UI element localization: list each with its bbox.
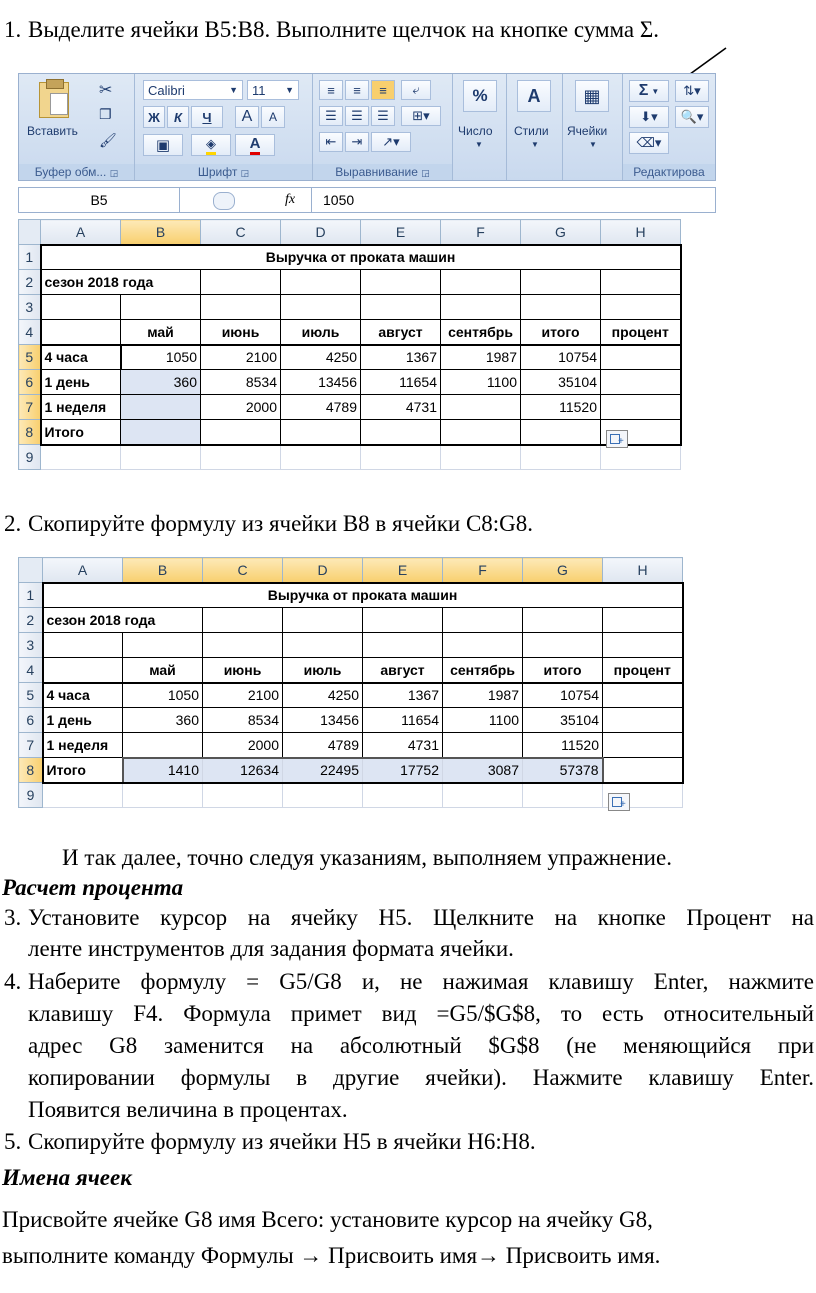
percent-icon[interactable]: % (463, 80, 497, 112)
step2-text: Скопируйте формулу из ячейки B8 в ячейки C8:G8. (28, 511, 534, 536)
step4-line1: Наберите формулу = G5/G8 и, не нажимая клавишу Enter, нажмите (28, 969, 814, 994)
cell[interactable] (123, 733, 203, 758)
cell[interactable] (601, 345, 681, 370)
cell[interactable] (283, 608, 363, 633)
cell[interactable] (281, 445, 361, 470)
cell[interactable]: 10754 (523, 683, 603, 708)
paste-options-icon[interactable]: + (606, 430, 628, 448)
step4-line3: адрес G8 заменится на абсолютный $G$8 (не меняющийся при (28, 1033, 814, 1058)
cell[interactable] (601, 445, 681, 470)
column-header[interactable]: G (521, 220, 601, 245)
number-button[interactable]: Число (458, 124, 493, 138)
header-cell[interactable]: итого (521, 320, 601, 345)
cell[interactable] (601, 295, 681, 320)
cell[interactable] (441, 445, 521, 470)
orientation-icon[interactable]: ↗▾ (371, 132, 411, 152)
cell[interactable] (441, 420, 521, 445)
header-cell[interactable]: сентябрь (441, 320, 521, 345)
italic-button[interactable]: К (167, 106, 189, 128)
cell[interactable] (361, 445, 441, 470)
cell[interactable]: 4789 (281, 395, 361, 420)
row-header[interactable]: 1 (19, 583, 43, 608)
cell[interactable] (203, 608, 283, 633)
paste-button[interactable]: Вставить (27, 124, 78, 138)
cell[interactable] (281, 270, 361, 295)
bold-button[interactable]: Ж (143, 106, 165, 128)
paste-options-icon[interactable]: + (608, 793, 630, 811)
row-header[interactable]: 4 (19, 320, 41, 345)
spreadsheet-2 (18, 557, 684, 808)
format-painter-icon[interactable]: 🖌 (99, 132, 117, 148)
cell[interactable]: 1100 (443, 708, 523, 733)
cell[interactable] (363, 633, 443, 658)
scroll-handle-icon[interactable] (213, 192, 235, 210)
selected-cell[interactable]: 22495 (283, 758, 363, 783)
header-cell[interactable]: процент (601, 320, 681, 345)
align-bottom-icon[interactable]: ≡ (371, 80, 395, 100)
chevron-down-icon: ▼ (229, 85, 238, 95)
cell[interactable] (121, 295, 201, 320)
column-header[interactable]: C (201, 220, 281, 245)
cell[interactable] (363, 783, 443, 808)
fill-color-button[interactable] (191, 134, 231, 156)
header-cell[interactable]: сентябрь (443, 658, 523, 683)
cell[interactable]: 4250 (281, 345, 361, 370)
column-header[interactable]: F (441, 220, 521, 245)
column-header[interactable]: G (523, 558, 603, 583)
cell[interactable] (41, 295, 121, 320)
step3-line2: ленте инструментов для задания формата ячейки. (28, 936, 514, 961)
row-header[interactable]: 2 (19, 608, 43, 633)
cell[interactable]: 35104 (523, 708, 603, 733)
cell[interactable] (361, 420, 441, 445)
name-box[interactable]: B5 (19, 188, 180, 212)
cell[interactable]: 2000 (203, 733, 283, 758)
header-cell[interactable]: май (121, 320, 201, 345)
row-header[interactable]: 9 (19, 445, 41, 470)
cell[interactable] (203, 783, 283, 808)
cell[interactable] (601, 270, 681, 295)
editing-group (623, 74, 715, 180)
row-header[interactable]: 7 (19, 733, 43, 758)
row-header[interactable]: 5 (19, 683, 43, 708)
cell[interactable] (201, 270, 281, 295)
font-color-button[interactable]: A (235, 134, 275, 156)
row-header[interactable]: 5 (19, 345, 41, 370)
cell[interactable]: 11654 (361, 370, 441, 395)
increase-indent-icon[interactable]: ⇥ (345, 132, 369, 152)
cell[interactable] (283, 783, 363, 808)
cells-group (563, 74, 623, 180)
ribbon (18, 73, 716, 181)
cell[interactable] (41, 320, 121, 345)
chevron-down-icon: ▼ (285, 85, 294, 95)
spreadsheet-1 (18, 219, 682, 470)
styles-icon[interactable]: A (517, 80, 551, 112)
cell[interactable] (521, 445, 601, 470)
editing-group-label: Редактирова (623, 164, 715, 180)
step5-number: 5. (4, 1129, 22, 1154)
find-icon[interactable]: 🔍▾ (675, 106, 709, 128)
cell[interactable]: 2000 (201, 395, 281, 420)
row-header[interactable]: 6 (19, 370, 41, 395)
cell[interactable] (281, 420, 361, 445)
cell[interactable]: 11654 (363, 708, 443, 733)
selected-cell[interactable] (121, 420, 201, 445)
cell[interactable]: 4250 (283, 683, 363, 708)
font-size-select[interactable]: 11 ▼ (247, 80, 299, 100)
column-header[interactable]: B (123, 558, 203, 583)
font-group-label: Шрифт ◲ (135, 164, 312, 180)
cell[interactable] (43, 633, 123, 658)
column-header[interactable]: D (281, 220, 361, 245)
cell[interactable]: 2100 (201, 345, 281, 370)
cell[interactable] (201, 445, 281, 470)
row-header[interactable]: 1 (19, 245, 41, 270)
heading-percent: Расчет процента (2, 875, 184, 900)
row-label-cell[interactable]: 1 день (41, 370, 121, 395)
season-cell[interactable]: сезон 2018 года (41, 270, 201, 295)
border-icon: ▣ (155, 137, 171, 154)
cell[interactable] (521, 270, 601, 295)
chevron-down-icon: ▼ (589, 140, 597, 149)
row-label-cell[interactable]: 1 неделя (43, 733, 123, 758)
cell[interactable] (361, 270, 441, 295)
cell[interactable]: 11520 (521, 395, 601, 420)
header-cell[interactable]: июнь (203, 658, 283, 683)
cell[interactable]: 13456 (281, 370, 361, 395)
cell[interactable] (121, 445, 201, 470)
cell[interactable]: 4731 (361, 395, 441, 420)
chevron-down-icon: ▼ (531, 140, 539, 149)
row-label-cell[interactable]: 1 день (43, 708, 123, 733)
grow-font-button[interactable]: A (235, 106, 259, 128)
align-middle-icon[interactable]: ≡ (345, 80, 369, 100)
cell[interactable] (603, 733, 683, 758)
cell[interactable]: 35104 (521, 370, 601, 395)
paste-icon[interactable] (39, 82, 69, 118)
final-line1: Присвойте ячейке G8 имя Всего: установите курсор на ячейку G8, (2, 1207, 653, 1232)
cell[interactable]: 8534 (201, 370, 281, 395)
step4-line2: клавишу F4. Формула примет вид =G5/$G$8, то есть относительный (28, 1001, 814, 1026)
active-cell[interactable]: 1050 (121, 345, 201, 370)
styles-group (507, 74, 563, 180)
step5-text: Скопируйте формулу из ячейки H5 в ячейки H6:H8. (28, 1129, 536, 1154)
step3-line1: Установите курсор на ячейку H5. Щелкните на кнопке Процент на (28, 905, 814, 930)
underline-button[interactable]: Ч (191, 106, 223, 128)
cell[interactable] (43, 783, 123, 808)
clipboard-group (19, 74, 135, 180)
step4-line5: Появится величина в процентах. (28, 1097, 348, 1122)
step1-text: Выделите ячейки B5:B8. Выполните щелчок на кнопке сумма Σ. (28, 17, 660, 42)
cell[interactable] (603, 758, 683, 783)
header-cell[interactable]: август (363, 658, 443, 683)
cell[interactable] (363, 608, 443, 633)
clipboard-group-label: Буфер обм... ◲ (19, 164, 134, 180)
merge-center-icon[interactable]: ⊞▾ (401, 106, 441, 126)
row-header[interactable]: 6 (19, 708, 43, 733)
column-header[interactable]: D (283, 558, 363, 583)
selected-cell[interactable]: 12634 (203, 758, 283, 783)
row-header[interactable]: 7 (19, 395, 41, 420)
row-header[interactable]: 9 (19, 783, 43, 808)
column-header[interactable]: H (601, 220, 681, 245)
intro-text: И так далее, точно следуя указаниям, выполняем упражнение. (62, 845, 672, 870)
column-header[interactable]: A (41, 220, 121, 245)
column-header[interactable]: C (203, 558, 283, 583)
cell[interactable] (443, 783, 523, 808)
selected-cell[interactable]: 57378 (523, 758, 603, 783)
selected-cell[interactable]: 360 (121, 370, 201, 395)
select-all-corner[interactable] (19, 558, 43, 583)
step3-number: 3. (4, 905, 22, 930)
align-center-icon[interactable]: ☰ (345, 106, 369, 126)
decrease-indent-icon[interactable]: ⇤ (319, 132, 343, 152)
select-all-corner[interactable] (19, 220, 41, 245)
cell[interactable] (123, 633, 203, 658)
align-top-icon[interactable]: ≡ (319, 80, 343, 100)
step4-line4: копировании формулы в другие ячейки). Нажмите клавишу Enter. (28, 1065, 814, 1090)
cell[interactable] (601, 395, 681, 420)
alignment-group-label: Выравнивание ◲ (313, 164, 452, 180)
column-header[interactable]: B (121, 220, 201, 245)
cell[interactable]: 1987 (443, 683, 523, 708)
step2-number: 2. (4, 511, 22, 536)
column-header[interactable]: E (363, 558, 443, 583)
cell[interactable] (203, 633, 283, 658)
copy-icon[interactable]: ❐ (99, 106, 112, 122)
cell[interactable] (603, 708, 683, 733)
row-label-cell[interactable]: 4 часа (41, 345, 121, 370)
cell[interactable] (283, 633, 363, 658)
cell[interactable] (281, 295, 361, 320)
cells-icon[interactable]: ▦ (575, 80, 609, 112)
cell[interactable] (123, 783, 203, 808)
sheet-title-cell[interactable]: Выручка от проката машин (41, 245, 681, 270)
row-header[interactable]: 8 (19, 420, 41, 445)
header-cell[interactable]: июль (281, 320, 361, 345)
column-header[interactable]: F (443, 558, 523, 583)
cut-icon[interactable]: ✂ (99, 82, 113, 99)
selected-cell[interactable] (121, 395, 201, 420)
align-right-icon[interactable]: ☰ (371, 106, 395, 126)
row-label-cell[interactable]: 4 часа (43, 683, 123, 708)
cell[interactable] (201, 295, 281, 320)
selected-cell[interactable]: 17752 (363, 758, 443, 783)
cell[interactable] (523, 783, 603, 808)
cell[interactable] (523, 608, 603, 633)
row-header[interactable]: 3 (19, 295, 41, 320)
borders-button[interactable] (143, 134, 183, 156)
cell[interactable]: 8534 (203, 708, 283, 733)
cells-button[interactable]: Ячейки (567, 124, 608, 138)
step4-number: 4. (4, 969, 22, 994)
font-name-select[interactable]: Calibri ▼ (143, 80, 243, 100)
cell[interactable]: 1367 (363, 683, 443, 708)
styles-button[interactable]: Стили (514, 124, 549, 138)
season-cell[interactable]: сезон 2018 года (43, 608, 203, 633)
cell[interactable] (43, 658, 123, 683)
formula-bar (18, 187, 716, 213)
column-header[interactable]: E (361, 220, 441, 245)
header-cell[interactable]: июль (283, 658, 363, 683)
cell[interactable] (523, 633, 603, 658)
shrink-font-button[interactable]: A (261, 106, 285, 128)
cell[interactable] (601, 370, 681, 395)
cell[interactable]: 1100 (441, 370, 521, 395)
sheet-title-cell[interactable]: Выручка от проката машин (43, 583, 683, 608)
cell[interactable] (603, 633, 683, 658)
row-label-cell[interactable]: Итого (43, 758, 123, 783)
cell[interactable]: 13456 (283, 708, 363, 733)
align-left-icon[interactable]: ☰ (319, 106, 343, 126)
cell[interactable]: 11520 (523, 733, 603, 758)
cell[interactable]: 360 (123, 708, 203, 733)
fill-icon[interactable]: ⬇▾ (629, 106, 669, 128)
cell[interactable]: 1050 (123, 683, 203, 708)
wrap-text-icon[interactable]: ⤶ (401, 80, 431, 100)
header-cell[interactable]: процент (603, 658, 683, 683)
header-cell[interactable]: август (361, 320, 441, 345)
sort-filter-icon[interactable]: ⇅▾ (675, 80, 709, 102)
autosum-button[interactable]: Σ ▼ (629, 80, 669, 102)
row-header[interactable]: 3 (19, 633, 43, 658)
cell[interactable] (441, 395, 521, 420)
cell[interactable] (41, 445, 121, 470)
row-header[interactable]: 4 (19, 658, 43, 683)
chevron-down-icon: ▼ (475, 140, 483, 149)
clear-icon[interactable]: ⌫▾ (629, 132, 669, 154)
number-group (453, 74, 507, 180)
selected-cell[interactable]: 3087 (443, 758, 523, 783)
row-header[interactable]: 8 (19, 758, 43, 783)
header-cell[interactable]: итого (523, 658, 603, 683)
cell[interactable]: 1367 (361, 345, 441, 370)
cell[interactable]: 10754 (521, 345, 601, 370)
cell[interactable]: 4731 (363, 733, 443, 758)
cell[interactable] (603, 608, 683, 633)
fx-icon[interactable]: fx (285, 192, 296, 207)
alignment-group (313, 74, 453, 180)
column-header[interactable]: A (43, 558, 123, 583)
cell[interactable] (443, 733, 523, 758)
row-label-cell[interactable]: 1 неделя (41, 395, 121, 420)
row-header[interactable]: 2 (19, 270, 41, 295)
cell[interactable] (201, 420, 281, 445)
selected-cell[interactable]: 1410 (123, 758, 203, 783)
row-label-cell[interactable]: Итого (41, 420, 121, 445)
header-cell[interactable]: май (123, 658, 203, 683)
cell[interactable] (361, 295, 441, 320)
cell[interactable] (441, 270, 521, 295)
cell[interactable] (521, 295, 601, 320)
fill-bucket-icon: ◈ (206, 136, 216, 155)
cell[interactable]: 1987 (441, 345, 521, 370)
header-cell[interactable]: июнь (201, 320, 281, 345)
cell[interactable] (603, 683, 683, 708)
heading-cell-names: Имена ячеек (2, 1165, 132, 1190)
final-line2: выполните команду Формулы → Присвоить имя→ Присвоить имя. (2, 1243, 661, 1268)
formula-input[interactable]: 1050 (323, 192, 355, 208)
cell[interactable]: 4789 (283, 733, 363, 758)
step1-number: 1. (4, 17, 22, 42)
cell[interactable] (443, 608, 523, 633)
column-header[interactable]: H (603, 558, 683, 583)
font-group (135, 74, 313, 180)
cell[interactable] (441, 295, 521, 320)
cell[interactable]: 2100 (203, 683, 283, 708)
cell[interactable] (443, 633, 523, 658)
cell[interactable] (521, 420, 601, 445)
